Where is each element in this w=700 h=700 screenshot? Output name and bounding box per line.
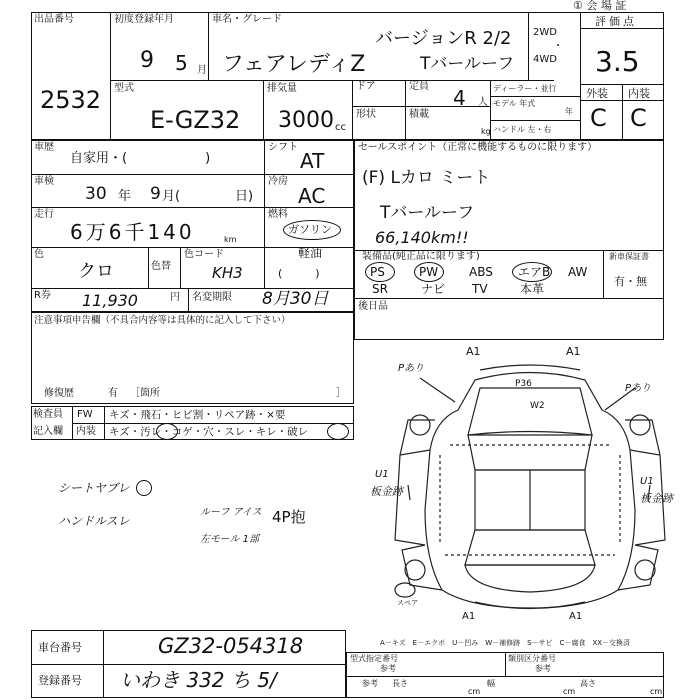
displacement-label: 排気量 — [267, 83, 297, 94]
circle-pw — [414, 262, 444, 282]
inspector-label2: 記入欄 — [33, 426, 63, 437]
type-ref: 参考 — [380, 664, 396, 673]
fuel-label: 燃料 — [268, 209, 288, 220]
handle-label: ハンドル 左・右 — [493, 125, 552, 134]
equip-navi: ナビ — [421, 282, 446, 296]
wd2-label: 2WD — [533, 27, 557, 38]
color-value: クロ — [78, 261, 114, 282]
registration-value: いわき 332 ち 5/ — [120, 668, 277, 692]
km-unit: km — [224, 235, 237, 244]
int-grade: C — [630, 104, 647, 132]
inspector-row1: キズ・飛石・ヒビ割・リペア跡・×要 — [109, 409, 286, 421]
deadline-value: 8月30日 — [262, 289, 329, 309]
use-label: 車歴 — [34, 142, 54, 153]
circle-tear — [327, 423, 349, 440]
a1-right-note: A1 — [566, 345, 581, 358]
ticket-label: R券 — [34, 290, 51, 301]
roof-mark: 4P抱 — [272, 508, 306, 526]
colorcode-label: 色コード — [184, 249, 224, 260]
roof-type: Tバールーフ — [420, 54, 515, 74]
model-year-label: モデル 年式 — [493, 99, 536, 108]
class-ref: 参考 — [535, 664, 551, 673]
int-label: 内装 — [628, 87, 650, 100]
warranty-value: 有・無 — [614, 275, 647, 288]
sales-line2: Tバールーフ — [380, 203, 475, 223]
capacity-label: 定員 — [409, 81, 429, 92]
equip-leather: 本革 — [520, 282, 545, 296]
repair-bracket: ［箇所 — [130, 388, 160, 399]
repair-value: 有 — [108, 388, 118, 399]
p-left-note: Pあり — [398, 363, 425, 374]
equip-ps: PS — [370, 265, 385, 279]
registration-label: 登録番号 — [38, 674, 82, 687]
displacement-value: 3000 — [278, 108, 334, 133]
ticket-value: 11,930 — [82, 291, 138, 310]
note-seat: シートヤブレ — [58, 481, 130, 495]
inspector-fw: FW — [77, 409, 93, 420]
repair-label: 修復歴 — [44, 388, 74, 399]
equip-aw: AW — [568, 265, 588, 279]
height-label: 高さ — [580, 679, 596, 688]
fuel-gasoline: ガソリン — [288, 223, 332, 236]
shift-value: AT — [300, 149, 325, 173]
sales-line3: 66,140km!! — [375, 228, 469, 247]
capacity-value: 4 — [453, 86, 466, 110]
note-roof: ルーフ アイス — [200, 507, 262, 518]
seat-mark — [136, 480, 152, 496]
paint-right-note: 板金跡 — [640, 492, 673, 505]
kg-unit: kg — [481, 127, 491, 136]
note-side: 左モール 1部 — [200, 534, 259, 545]
width-unit: cm — [563, 687, 576, 696]
wd4-label: 4WD — [533, 54, 557, 65]
door-label: ドア — [356, 81, 376, 92]
length-label: 長さ — [392, 679, 408, 688]
w2-note: W2 — [530, 401, 545, 411]
sales-line1: (F) Lカロ ミート — [362, 168, 491, 188]
inspection-label: 車検 — [34, 176, 54, 187]
colorcode-value: KH3 — [212, 264, 243, 282]
inspector-interior: 内装 — [76, 426, 96, 437]
first-reg-label: 初度登録年月 — [114, 14, 174, 25]
inspection-month-unit: 月( — [162, 189, 181, 204]
inspector-row2: キズ・汚レ・コゲ・穴・スレ・キレ・破レ — [109, 426, 309, 438]
warranty-label: 新車保証書 — [609, 252, 649, 261]
chassis-label: 車台番号 — [38, 641, 82, 654]
inspection-month: 9 — [150, 184, 161, 204]
u1-right-note: U1 — [640, 476, 654, 487]
cc-unit: cc — [335, 122, 346, 133]
inspection-year-unit: 年 — [118, 189, 132, 204]
fuel-diesel: 軽油 — [298, 246, 323, 260]
length-unit: cm — [468, 687, 481, 696]
paint-left-note: 板金跡 — [370, 485, 403, 498]
type-label: 型式指定番号 — [350, 654, 398, 663]
first-reg-month: 5 — [175, 51, 188, 75]
repair-close: ］ — [336, 388, 346, 399]
equip-abs: ABS — [469, 265, 493, 279]
later-label: 後日品 — [358, 301, 388, 312]
first-reg-year: 9 — [140, 48, 154, 73]
equipment-label: 装備品(純正品に限ります) — [362, 251, 480, 262]
fuel-paren: ( ) — [278, 267, 320, 280]
load-label: 積載 — [409, 109, 429, 120]
note-handle: ハンドルスレ — [58, 514, 130, 528]
year-unit: 年 — [565, 107, 573, 116]
dealer-label: ディーラー・並行 — [493, 84, 557, 93]
use-value: 自家用・( ) — [70, 151, 211, 166]
a1-bottom-left: A1 — [462, 611, 476, 622]
ext-label: 外装 — [586, 87, 608, 100]
circle-airbag — [512, 262, 552, 282]
ac-label: 冷房 — [268, 176, 288, 187]
model-value: E-GZ32 — [150, 106, 241, 134]
circle-stain — [156, 423, 178, 440]
score-label: 評価点 — [595, 15, 637, 28]
model-label: 型式 — [114, 83, 134, 94]
width-label: 幅 — [487, 679, 495, 688]
a1-left-note: A1 — [466, 345, 481, 358]
equip-airbag: エアB — [518, 265, 551, 279]
p-right-note: Pあり — [625, 383, 652, 394]
spare-label: スペア — [397, 599, 418, 607]
color-label: 色 — [34, 249, 44, 260]
ac-value: AC — [298, 184, 326, 208]
equip-sr: SR — [372, 282, 388, 296]
person-unit: 人 — [478, 97, 488, 108]
fuel-circle — [283, 220, 341, 240]
inspector-label1: 検査員 — [33, 409, 63, 420]
circle-ps — [365, 262, 395, 282]
a1-bottom-right: A1 — [569, 611, 583, 622]
u1-left-note: U1 — [375, 469, 389, 480]
inspection-day-unit: 日) — [235, 189, 254, 204]
ext-grade: C — [590, 104, 607, 132]
equip-pw: PW — [419, 265, 439, 279]
notes-label: 注意事項申告欄（不具合内容等は具体的に記入して下さい） — [34, 315, 291, 326]
height-unit: cm — [650, 687, 663, 696]
score-value: 3.5 — [595, 45, 640, 78]
deadline-label: 名変期限 — [192, 292, 232, 303]
shape-label: 形状 — [356, 109, 376, 120]
repaint-label: 色替 — [151, 261, 171, 272]
yen-unit: 円 — [170, 292, 180, 303]
p-center-note: P36 — [515, 379, 532, 389]
lot-label: 出品番号 — [34, 14, 74, 25]
damage-legend: A－キズ E－エクボ U－凹み W－補修跡 S－サビ C－腐食 XX－交換済 — [380, 639, 631, 647]
equip-tv: TV — [472, 282, 488, 296]
car-name: フェアレディZ — [222, 52, 366, 77]
lot-number: 2532 — [40, 86, 102, 114]
mileage-value: 6万6千140 — [70, 220, 195, 244]
shift-label: シフト — [268, 142, 298, 153]
chassis-value: GZ32-054318 — [158, 634, 304, 658]
venue-label: ① 会 場 証 — [573, 0, 627, 12]
sales-label: セールスポイント（正常に機能するものに限ります） — [358, 142, 598, 153]
size-ref: 参考 — [362, 679, 378, 688]
inspection-year: 30 — [85, 184, 107, 204]
grade: バージョンR 2/2 — [375, 28, 512, 49]
mileage-label: 走行 — [34, 209, 54, 220]
car-name-label: 車名・グレード — [212, 14, 282, 25]
month-unit: 月 — [197, 65, 207, 76]
class-label: 類別区分番号 — [508, 654, 556, 663]
